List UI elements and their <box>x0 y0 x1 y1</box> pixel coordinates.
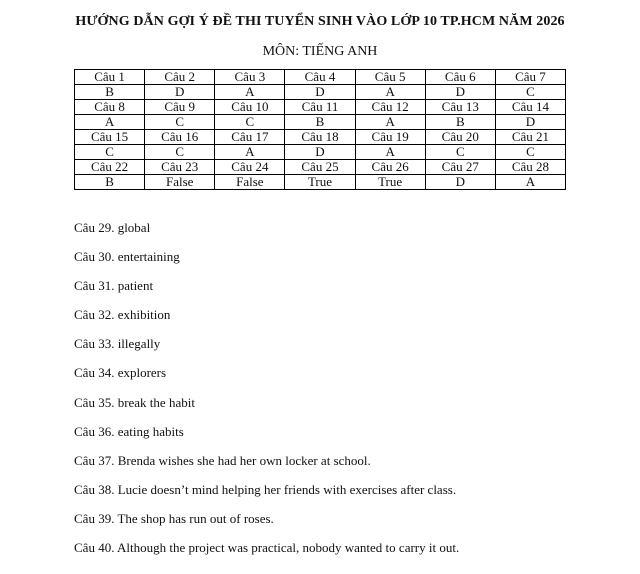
answer-cell: A <box>495 175 565 190</box>
answer-cell: C <box>145 145 215 160</box>
answer-cell: B <box>285 115 355 130</box>
answer-row <box>75 115 566 130</box>
answer-cell: A <box>75 115 145 130</box>
written-answer-item: Câu 40. Although the project was practical, nobody wanted to carry it out. <box>74 540 460 556</box>
answer-row <box>75 145 566 160</box>
answer-cell: A <box>215 145 285 160</box>
question-number-cell: Câu 6 <box>425 70 495 85</box>
answer-row <box>75 175 566 190</box>
answer-cell: C <box>145 115 215 130</box>
answer-cell: D <box>285 85 355 100</box>
question-number-cell: Câu 18 <box>285 130 355 145</box>
answer-cell: B <box>75 85 145 100</box>
question-number-cell: Câu 22 <box>75 160 145 175</box>
question-number-row <box>75 160 566 175</box>
answer-cell: C <box>495 85 565 100</box>
question-number-row <box>75 100 566 115</box>
written-answer-item: Câu 38. Lucie doesn’t mind helping her friends with exercises after class. <box>74 481 457 497</box>
question-number-cell: Câu 27 <box>425 160 495 175</box>
answer-cell: A <box>355 115 425 130</box>
answer-key-table <box>74 69 566 190</box>
question-number-cell: Câu 5 <box>355 70 425 85</box>
question-number-cell: Câu 28 <box>495 160 565 175</box>
answer-cell: C <box>75 145 145 160</box>
question-number-row <box>75 70 566 85</box>
question-number-cell: Câu 17 <box>215 130 285 145</box>
written-answer-item: Câu 29. global <box>74 220 151 235</box>
question-number-cell: Câu 12 <box>355 100 425 115</box>
answer-cell: D <box>425 85 495 100</box>
answer-cell: True <box>285 175 355 190</box>
question-number-cell: Câu 1 <box>75 70 145 85</box>
answer-cell: D <box>425 175 495 190</box>
answer-cell: B <box>75 175 145 190</box>
written-answer-item: Câu 31. patient <box>74 278 154 294</box>
question-number-cell: Câu 9 <box>145 100 215 115</box>
question-number-cell: Câu 3 <box>215 70 285 85</box>
written-answers-list <box>74 220 614 569</box>
answer-cell: A <box>355 145 425 160</box>
written-answer-item: Câu 39. The shop has run out of roses. <box>74 510 274 526</box>
question-number-cell: Câu 24 <box>215 160 285 175</box>
question-number-cell: Câu 15 <box>75 130 145 145</box>
answer-cell: False <box>145 175 215 190</box>
answer-cell: C <box>215 115 285 130</box>
question-number-cell: Câu 11 <box>285 100 355 115</box>
question-number-cell: Câu 21 <box>495 130 565 145</box>
written-answer-item: Câu 33. illegally <box>74 336 161 352</box>
question-number-cell: Câu 14 <box>495 100 565 115</box>
question-number-cell: Câu 13 <box>425 100 495 115</box>
answer-cell: False <box>215 175 285 190</box>
written-answer-item: Câu 30. entertaining <box>74 249 180 265</box>
document-title: HƯỚNG DẪN GỢI Ý ĐỀ THI TUYỂN SINH VÀO LỚP 10 TP.HCM NĂM 2026 <box>75 14 565 29</box>
question-number-cell: Câu 10 <box>215 100 285 115</box>
answer-cell: D <box>495 115 565 130</box>
answer-cell: A <box>215 85 285 100</box>
question-number-cell: Câu 26 <box>355 160 425 175</box>
answer-cell: C <box>495 145 565 160</box>
answer-cell: C <box>425 145 495 160</box>
question-number-cell: Câu 8 <box>75 100 145 115</box>
question-number-cell: Câu 25 <box>285 160 355 175</box>
question-number-cell: Câu 4 <box>285 70 355 85</box>
written-answer-item: Câu 34. explorers <box>74 365 167 381</box>
written-answer-item: Câu 37. Brenda wishes she had her own locker at school. <box>74 452 371 468</box>
written-answer-item: Câu 36. eating habits <box>74 423 184 439</box>
written-answer-item: Câu 35. break the habit <box>74 394 195 410</box>
question-number-cell: Câu 23 <box>145 160 215 175</box>
answer-cell: A <box>355 85 425 100</box>
question-number-cell: Câu 2 <box>145 70 215 85</box>
question-number-cell: Câu 19 <box>355 130 425 145</box>
written-answer-item: Câu 32. exhibition <box>74 307 171 323</box>
answer-cell: B <box>425 115 495 130</box>
question-number-row <box>75 130 566 145</box>
document-subtitle: MÔN: TIẾNG ANH <box>262 44 378 59</box>
answer-cell: D <box>145 85 215 100</box>
question-number-cell: Câu 16 <box>145 130 215 145</box>
question-number-cell: Câu 20 <box>425 130 495 145</box>
answer-row <box>75 85 566 100</box>
answer-cell: D <box>285 145 355 160</box>
answer-cell: True <box>355 175 425 190</box>
question-number-cell: Câu 7 <box>495 70 565 85</box>
